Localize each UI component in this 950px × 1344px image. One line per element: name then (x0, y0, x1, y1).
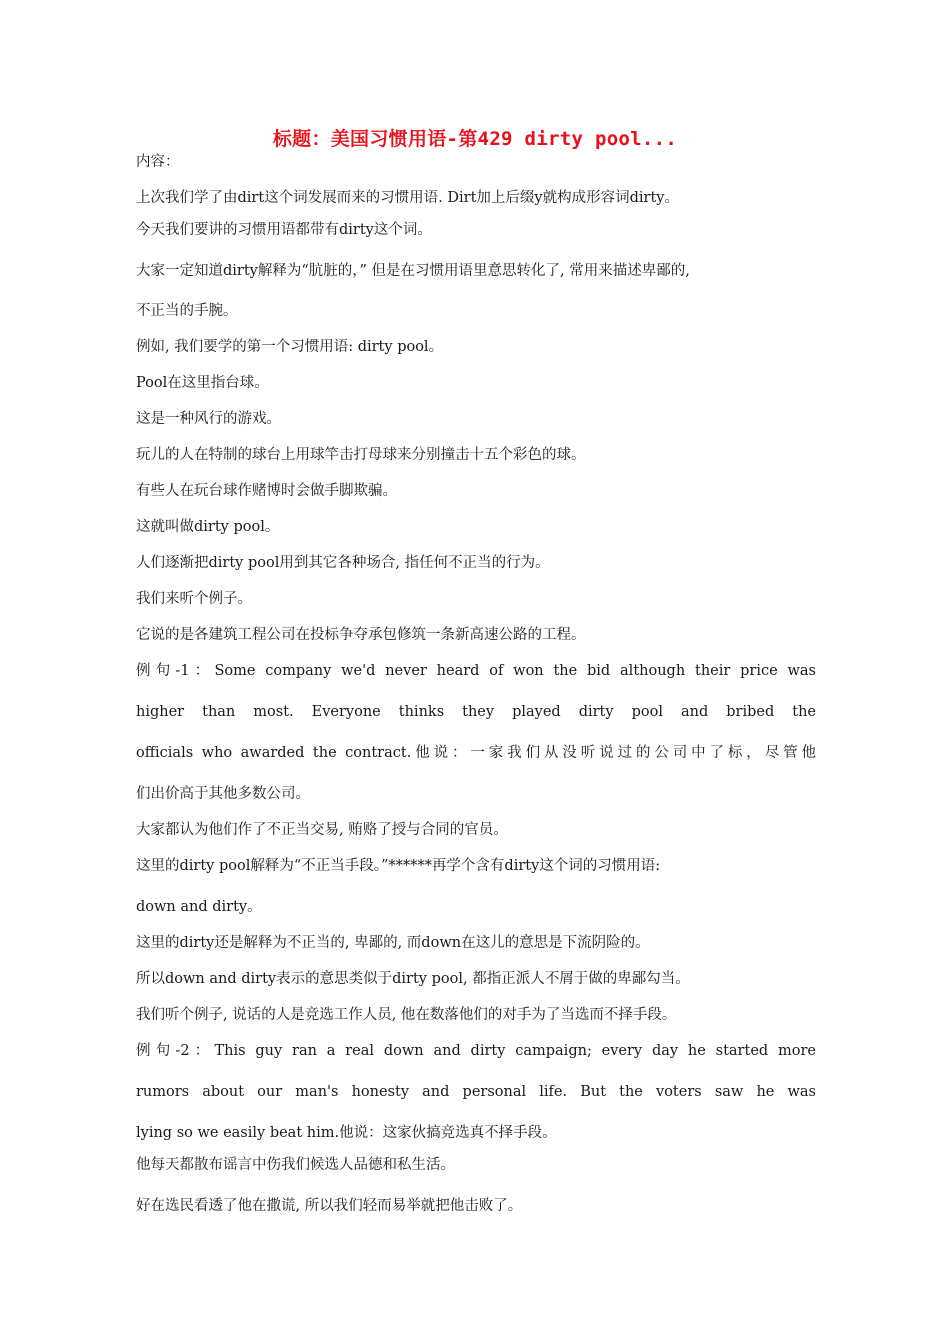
paragraph-line: 今天我们要讲的习惯用语都带有dirty这个词。 (136, 222, 432, 238)
example-2-line: rumors about our man's honesty and personal life. But the voters saw he was (136, 1084, 816, 1100)
paragraph-line: 这就叫做dirty pool。 (136, 519, 280, 535)
paragraph-line: 这里的dirty还是解释为不正当的, 卑鄙的, 而down在这儿的意思是下流阴险的。 (136, 935, 650, 951)
content-label: 内容： (136, 154, 180, 170)
paragraph-line: 人们逐渐把dirty pool用到其它各种场合, 指任何不正当的行为。 (136, 555, 550, 571)
paragraph-line: 所以down and dirty表示的意思类似于dirty pool, 都指正派人不屑于做的卑鄙勾当。 (136, 971, 690, 987)
paragraph-line: 玩儿的人在特制的球台上用球竿击打母球来分别撞击十五个彩色的球。 (136, 447, 586, 463)
example-1-line: higher than most. Everyone thinks they played dirty pool and bribed the (136, 704, 816, 720)
paragraph-line: 好在选民看透了他在撒谎, 所以我们轻而易举就把他击败了。 (136, 1198, 523, 1214)
paragraph-line: 这里的dirty pool解释为“不正当手段。”******再学个含有dirty这个词的习惯用语: (136, 858, 661, 874)
paragraph-line: 有些人在玩台球作赌博时会做手脚欺骗。 (136, 483, 397, 499)
example-2-line: 例句-2：This guy ran a real down and dirty campaign; every day he started more (136, 1043, 816, 1059)
paragraph-line: 们出价高于其他多数公司。 (136, 786, 310, 802)
paragraph-line: 我们来听个例子。 (136, 591, 252, 607)
paragraph-line: 他每天都散布谣言中伤我们候选人品德和私生活。 (136, 1157, 455, 1173)
paragraph-line: Pool在这里指台球。 (136, 375, 269, 391)
document-title: 标题：美国习惯用语-第429 dirty pool... (272, 128, 678, 150)
example-2-line: lying so we easily beat him.他说：这家伙搞竞选真不择手段。 (136, 1125, 557, 1141)
example-1-line: officials who awarded the contract.他说：一家我们从没听说过的公司中了标，尽管他 (136, 745, 816, 761)
paragraph-line: down and dirty。 (136, 899, 262, 915)
paragraph-line: 不正当的手腕。 (136, 303, 238, 319)
paragraph-line: 上次我们学了由dirt这个词发展而来的习惯用语. Dirt加上后缀y就构成形容词dirty。 (136, 190, 679, 206)
example-1-line: 例句-1：Some company we'd never heard of won the bid although their price was (136, 663, 816, 679)
paragraph-line: 它说的是各建筑工程公司在投标争夺承包修筑一条新高速公路的工程。 (136, 627, 586, 643)
paragraph-line: 我们听个例子, 说话的人是竞选工作人员, 他在数落他们的对手为了当选而不择手段。 (136, 1007, 677, 1023)
paragraph-line: 这是一种风行的游戏。 (136, 411, 281, 427)
paragraph-line: 大家都认为他们作了不正当交易, 贿赂了授与合同的官员。 (136, 822, 508, 838)
paragraph-line: 大家一定知道dirty解释为“肮脏的，” 但是在习惯用语里意思转化了, 常用来描述卑鄙的, (136, 263, 690, 279)
paragraph-line: 例如, 我们要学的第一个习惯用语: dirty pool。 (136, 339, 444, 355)
